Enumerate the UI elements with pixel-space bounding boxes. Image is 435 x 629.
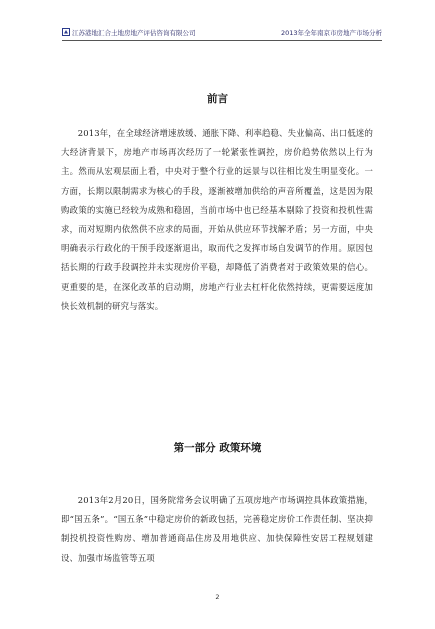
preface-paragraph: 2013年，在全球经济增速放缓、通胀下降、利率趋稳、失业偏高、出口低迷的大经济背景下，房地产市场再次经历了一轮紧张性调控，房价趋势依然以上行为主。然而从宏观层面上看，中央对于整个行业的远景与以往相比发生明显变化。一方面，长期以限制需求为核心的手段，逐渐被增加供给的声音所覆盖，这是因为限购政策的实施已经较为成熟和稳固，当前市场中也已经基本剔除了投资和投机性需求，而对短期内依然供不应求的局面，开始从供应环节找解矛盾；另一方面，中央明确表示行政化的干预手段逐渐退出，取而代之发挥市场自发调节的作用。原因包括长期的行政手段调控并未实现房价平稳，却降低了消费者对于政策效果的信心。更重要的是，在深化改革的启动期，房地产行业去杠杆化依然持续，更需要远度加快长效机制的研究与落实。 bbox=[61, 128, 373, 311]
page-header bbox=[62, 25, 382, 41]
policy-paragraph: 2013年2月20日，国务院常务会议明确了五项房地产市场调控具体政策措施，即“国五条”。“国五条”中稳定房价的新政包括，完善稳定房价工作责任制、坚决抑制投机投资性购房、增加普通商品住房及用地供应、加快保障性安居工程规划建设、加强市场监管等五项 bbox=[61, 495, 373, 563]
preface-heading: 前言 bbox=[207, 93, 228, 105]
header-report-title: 2013年全年南京市房地产市场分析 bbox=[280, 29, 382, 37]
company-logo-icon bbox=[62, 28, 70, 36]
header-divider bbox=[62, 40, 382, 41]
page-number: 2 bbox=[215, 593, 220, 601]
header-company-name: 江苏港地汇合土地房地产评估咨询有限公司 bbox=[72, 29, 196, 37]
part-one-heading: 第一部分 政策环境 bbox=[173, 442, 262, 454]
